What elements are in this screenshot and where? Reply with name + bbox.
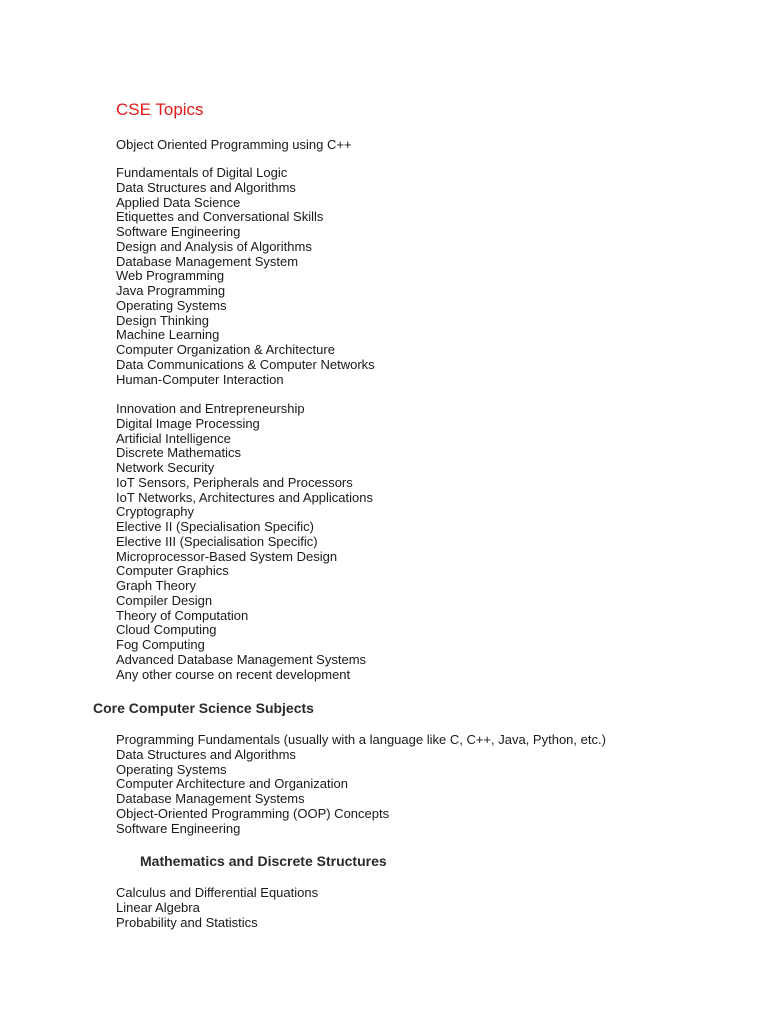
page-title: CSE Topics (116, 100, 204, 119)
list-item: Calculus and Differential Equations (116, 885, 319, 900)
list-item: Digital Image Processing (116, 415, 260, 431)
list-item: Operating Systems (116, 761, 227, 777)
list-item: Cryptography (116, 504, 195, 520)
list-item: Fog Computing (116, 637, 205, 652)
math-subjects-list (116, 886, 318, 930)
list-item: Any other course on recent development (116, 666, 351, 682)
list-item: Operating Systems (116, 297, 227, 313)
list-item: Software Engineering (116, 224, 241, 239)
list-item: Database Management System (116, 253, 299, 269)
list-item: Applied Data Science (116, 194, 241, 210)
list-item: IoT Networks, Architectures and Applications (116, 489, 373, 505)
list-item: Object-Oriented Programming (OOP) Concepts (116, 805, 390, 821)
list-item: Database Management Systems (116, 791, 305, 806)
intro-line: Object Oriented Programming using C++ (116, 137, 352, 152)
list-item: Java Programming (116, 283, 226, 298)
list-item: Graph Theory (116, 578, 196, 593)
list-item: Probability and Statistics (116, 914, 258, 930)
list-item: Data Structures and Algorithms (116, 746, 296, 762)
list-item: Fundamentals of Digital Logic (116, 165, 288, 180)
list-item: Computer Architecture and Organization (116, 776, 348, 792)
list-item: Microprocessor-Based System Design (116, 548, 338, 564)
list-item: Compiler Design (116, 592, 213, 608)
list-item: Programming Fundamentals (usually with a language like C, C++, Java, Python, etc.) (116, 732, 606, 747)
section-heading-core: Core Computer Science Subjects (93, 700, 314, 716)
list-item: Design and Analysis of Algorithms (116, 238, 312, 254)
list-item: Software Engineering (116, 820, 241, 836)
list-item: Computer Organization & Architecture (116, 342, 335, 357)
list-item: Elective II (Specialisation Specific) (116, 519, 314, 534)
list-item: Linear Algebra (116, 899, 200, 915)
list-item: Web Programming (116, 268, 225, 284)
list-item: Advanced Database Management Systems (116, 651, 367, 667)
list-item: Machine Learning (116, 327, 220, 343)
list-item: Etiquettes and Conversational Skills (116, 209, 324, 225)
list-item: Computer Graphics (116, 563, 229, 579)
list-item: IoT Sensors, Peripherals and Processors (116, 474, 353, 490)
list-item: Human-Computer Interaction (116, 371, 284, 387)
list-item: Design Thinking (116, 312, 209, 328)
list-item: Data Communications & Computer Networks (116, 356, 375, 372)
list-item: Innovation and Entrepreneurship (116, 401, 305, 416)
list-item: Discrete Mathematics (116, 445, 241, 461)
topic-list-group-a (116, 166, 375, 387)
section-heading-math: Mathematics and Discrete Structures (140, 853, 387, 869)
list-item: Elective III (Specialisation Specific) (116, 533, 318, 549)
list-item: Network Security (116, 460, 215, 475)
list-item: Artificial Intelligence (116, 430, 231, 446)
list-item: Data Structures and Algorithms (116, 179, 296, 195)
core-subjects-list (116, 733, 606, 836)
topic-list-group-b (116, 402, 373, 682)
list-item: Theory of Computation (116, 607, 249, 623)
list-item: Cloud Computing (116, 622, 217, 638)
